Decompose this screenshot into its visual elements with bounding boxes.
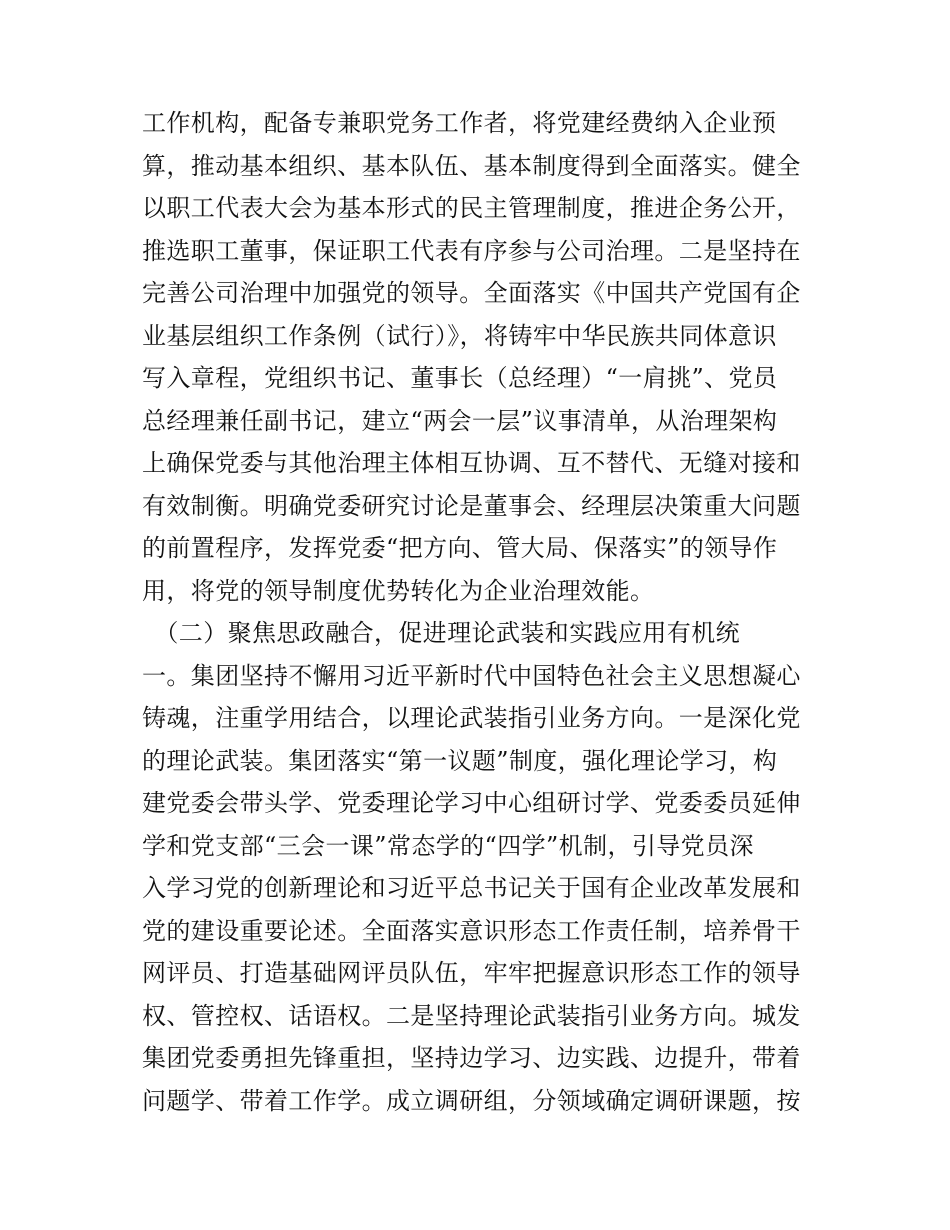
section-heading-line: （二）聚焦思政融合，促进理论武装和实践应用有机统: [142, 619, 740, 647]
text-line-19: 入学习党的创新理论和习近平总书记关于国有企业改革发展和: [142, 874, 801, 902]
text-line-9: 上确保党委与其他治理主体相互协调、互不替代、无缝对接和: [142, 449, 801, 477]
text-line-8: 总经理兼任副书记，建立“两会一层”议事清单，从治理架构: [142, 406, 778, 435]
text-line-18: 学和党支部“三会一课”常态学的“四学”机制，引导党员深: [142, 831, 754, 860]
text-line-6: 业基层组织工作条例（试行）》，将铸牢中华民族共同体意识: [142, 321, 777, 350]
text-line-5: 完善公司治理中加强党的领导。全面落实《中国共产党国有企: [142, 279, 801, 307]
text-line-11: 的前置程序，发挥党委“把方向、管大局、保落实”的领导作: [142, 534, 778, 562]
text-line-2: 算，推动基本组织、基本队伍、基本制度得到全面落实。健全: [142, 151, 801, 180]
text-line-21: 网评员、打造基础网评员队伍，牢牢把握意识形态工作的领导: [142, 959, 801, 987]
text-line-1: 工作机构，配备专兼职党务工作者，将党建经费纳入企业预: [142, 109, 777, 137]
text-line-20: 党的建设重要论述。全面落实意识形态工作责任制，培养骨干: [142, 916, 801, 945]
text-line-7: 写入章程，党组织书记、董事长（总经理）“一肩挑”、党员: [142, 364, 778, 392]
text-line-17: 建党委会带头学、党委理论学习中心组研讨学、党委委员延伸: [142, 789, 801, 817]
text-line-15: 铸魂，注重学用结合，以理论武装指引业务方向。一是深化党: [142, 704, 801, 732]
text-line-10: 有效制衡。明确党委研究讨论是董事会、经理层决策重大问题: [142, 491, 801, 520]
text-line-22: 权、管控权、话语权。二是坚持理论武装指引业务方向。城发: [142, 1001, 801, 1030]
text-line-14: 一。集团坚持不懈用习近平新时代中国特色社会主义思想凝心: [142, 661, 801, 690]
text-line-12: 用，将党的领导制度优势转化为企业治理效能。: [142, 576, 655, 605]
text-line-23: 集团党委勇担先锋重担，坚持边学习、边实践、边提升，带着: [142, 1044, 801, 1072]
text-line-16: 的理论武装。集团落实“第一议题”制度，强化理论学习，构: [142, 746, 778, 775]
body-text: [142, 102, 822, 1122]
text-line-3: 以职工代表大会为基本形式的民主管理制度，推进企务公开，: [142, 194, 801, 222]
text-line-4: 推选职工董事，保证职工代表有序参与公司治理。二是坚持在: [142, 236, 801, 265]
text-line-24: 问题学、带着工作学。成立调研组，分领域确定调研课题，按: [142, 1086, 801, 1115]
